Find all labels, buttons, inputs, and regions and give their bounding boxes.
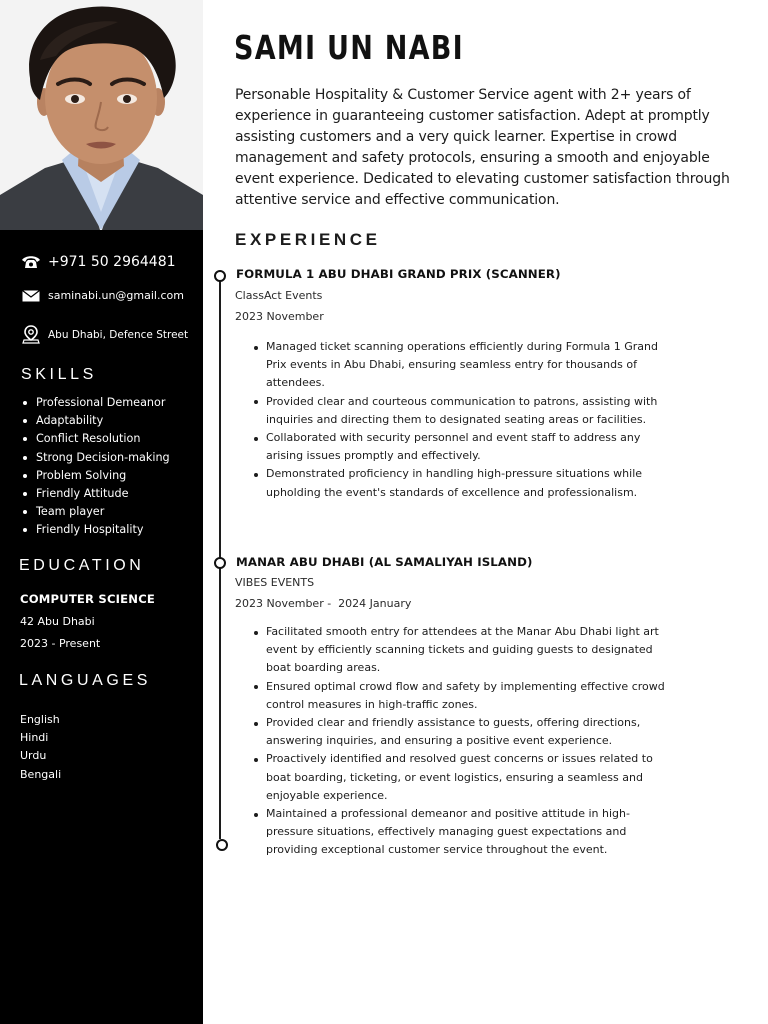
job-title: FORMULA 1 ABU DHABI GRAND PRIX (SCANNER) [236,267,561,281]
address-text: Abu Dhabi, Defence Street [48,328,189,341]
job-company: ClassAct Events [235,289,323,302]
skills-heading: SKILLS [21,366,97,383]
job-title: MANAR ABU DHABI (AL SAMALIYAH ISLAND) [236,555,533,569]
skills-list [22,394,170,540]
profile-photo [0,0,203,230]
skill-item: Team player [22,503,170,521]
education-heading: EDUCATION [19,557,145,574]
timeline-dot [214,270,226,282]
contact-email [20,289,184,302]
language-item: Urdu [20,749,47,763]
skill-item: Problem Solving [22,467,170,485]
job-bullet: Ensured optimal crowd flow and safety by implementing effective crowd control measures in high-traffic zones. [266,678,666,714]
education-years: 2023 - Present [20,637,101,650]
job-bullet: Provided clear and courteous communication to patrons, assisting with inquiries and directing them to designated seating areas or facilities. [266,393,666,429]
job-bullets [266,623,666,860]
job-bullet: Managed ticket scanning operations efficiently during Formula 1 Grand Prix events in Abu Dhabi, ensuring seamless entry for thousands of attendees. [266,338,666,393]
skill-item: Professional Demeanor [22,394,170,412]
skill-item: Adaptability [22,412,170,430]
email-address[interactable]: saminabi.un@gmail.com [48,289,184,302]
sidebar [0,230,203,1024]
job-date: 2023 November - 2024 January [235,597,412,610]
job-bullets [266,338,666,502]
person-name: SAMI UN NABI [234,28,464,67]
languages-heading: LANGUAGES [19,672,151,689]
skill-item: Friendly Hospitality [22,521,170,539]
job-bullet: Provided clear and friendly assistance to guests, offering directions, answering inquiries, and ensuring a positive event experience. [266,714,666,750]
mail-icon [20,290,42,302]
job-date: 2023 November [235,310,324,323]
contact-address [20,325,188,344]
skill-item: Strong Decision-making [22,449,170,467]
job-bullet: Proactively identified and resolved guest concerns or issues related to boat boarding, ticketing, or event logistics, ensuring a seamless and enjoyable experience. [266,750,666,805]
skill-item: Friendly Attitude [22,485,170,503]
language-item: English [20,713,60,726]
education-degree: COMPUTER SCIENCE [20,592,156,606]
skill-item: Conflict Resolution [22,430,170,448]
timeline-dot [214,557,226,569]
languages-list [20,711,61,784]
job-bullet: Collaborated with security personnel and event staff to address any arising issues promptly and effectively. [266,429,666,465]
experience-heading: EXPERIENCE [235,230,381,249]
education-school: 42 Abu Dhabi [20,615,95,628]
language-item: Hindi [20,731,49,745]
location-pin-icon [20,325,42,344]
profile-summary: Personable Hospitality & Customer Service agent with 2+ years of experience in guaranteeing customer satisfaction. Adept at promptly assisting customers and a very quick learner. Expertise in crowd management and safety protocols, ensuring a smooth and enjoyable event experience. Dedicated to elevating customer satisfaction through attentive service and effective communication. [235,87,730,208]
language-item: Bengali [20,767,62,781]
contact-phone [20,254,176,270]
timeline-dot [216,839,228,851]
phone-icon [20,255,42,269]
job-company: VIBES EVENTS [235,576,315,589]
job-bullet: Facilitated smooth entry for attendees at the Manar Abu Dhabi light art event by efficiently scanning tickets and guiding guests to designated boat boarding areas. [266,623,666,678]
phone-number[interactable]: +971 50 2964481 [48,254,176,270]
job-bullet: Maintained a professional demeanor and positive attitude in high-pressure situations, effectively managing guest expectations and providing exceptional customer service throughout the event. [266,805,666,860]
job-bullet: Demonstrated proficiency in handling high-pressure situations while upholding the event's standards of excellence and professionalism. [266,465,666,501]
portrait-illustration [0,0,203,230]
